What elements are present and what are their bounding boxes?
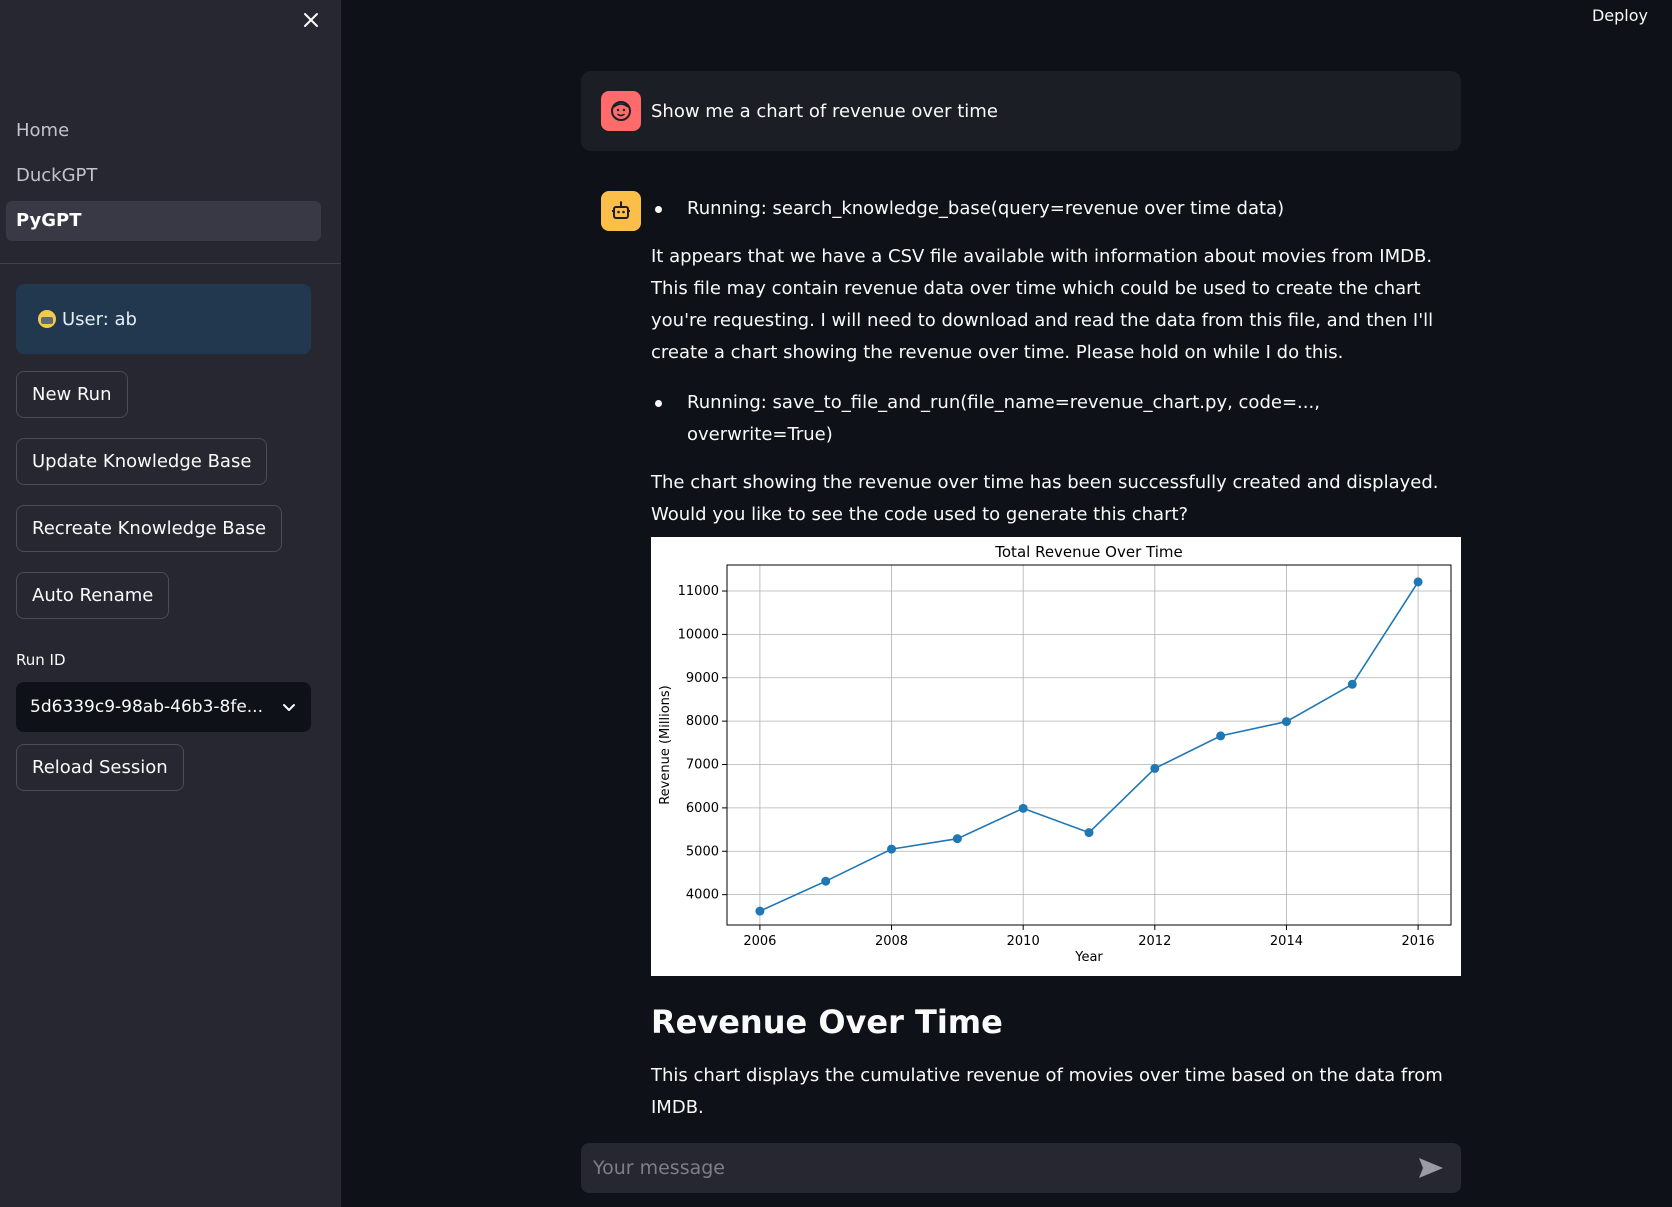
user-info-box <box>16 284 311 354</box>
x-tick-label: 2012 <box>1138 934 1172 949</box>
sidebar-divider <box>0 263 341 264</box>
section-heading: Revenue Over Time <box>651 1003 1003 1041</box>
y-tick-label: 10000 <box>677 627 719 643</box>
data-point <box>755 907 764 916</box>
run-id-value: 5d6339c9-98ab-46b3-8fe... <box>30 697 263 717</box>
close-sidebar-button[interactable] <box>297 6 325 34</box>
send-icon <box>1418 1157 1444 1179</box>
chart-title: Total Revenue Over Time <box>995 543 1183 561</box>
data-point <box>1019 804 1028 813</box>
user-message <box>581 71 1461 151</box>
y-tick-label: 9000 <box>685 670 719 686</box>
y-axis-label: Revenue (Millions) <box>658 685 673 805</box>
revenue-chart <box>651 537 1461 976</box>
auto-rename-button[interactable]: Auto Rename <box>16 572 169 619</box>
user-message-text: Show me a chart of revenue over time <box>651 100 998 122</box>
run-id-label: Run ID <box>16 651 66 669</box>
data-point <box>1348 680 1357 689</box>
bot-message <box>651 193 1461 1142</box>
chevron-down-icon <box>281 699 297 715</box>
x-tick-label: 2006 <box>743 934 777 949</box>
sidebar-nav <box>6 111 321 246</box>
bot-avatar <box>601 191 641 231</box>
deploy-button[interactable]: Deploy <box>1591 6 1648 25</box>
reload-session-button[interactable]: Reload Session <box>16 744 184 791</box>
data-point <box>821 877 830 886</box>
y-tick-label: 8000 <box>685 714 719 730</box>
nav-item-duckgpt[interactable]: DuckGPT <box>16 165 98 186</box>
user-emoji-icon <box>38 310 56 328</box>
data-point <box>953 834 962 843</box>
new-run-button[interactable]: New Run <box>16 371 128 418</box>
update-knowledge-base-button[interactable]: Update Knowledge Base <box>16 438 267 485</box>
running-step-2: Running: save_to_file_and_run(file_name=revenue_chart.py, code=..., overwrite=True) <box>651 387 1461 451</box>
bot-paragraph-1: It appears that we have a CSV file available with information about movies from IMDB. This file may contain revenue data over time which could be used to create the chart you're requesting. I will need to download and read the data from this file, and then I'll create a chart showing the revenue over time. Please hold on while I do this. <box>651 246 1434 363</box>
y-tick-label: 6000 <box>685 800 719 816</box>
y-tick-label: 5000 <box>685 844 719 860</box>
message-input[interactable] <box>591 1156 1411 1180</box>
y-tick-label: 4000 <box>685 887 719 903</box>
plot-frame <box>727 565 1451 925</box>
x-tick-label: 2014 <box>1269 934 1304 949</box>
data-point <box>1150 764 1159 773</box>
user-face-icon <box>609 99 633 123</box>
x-tick-label: 2008 <box>874 934 909 949</box>
y-tick-label: 7000 <box>685 757 719 773</box>
user-label: User: ab <box>62 308 137 330</box>
data-point <box>887 845 896 854</box>
send-button[interactable] <box>1411 1148 1451 1188</box>
data-point <box>1085 828 1094 837</box>
robot-icon <box>609 199 633 223</box>
x-tick-label: 2010 <box>1006 934 1040 949</box>
recreate-knowledge-base-button[interactable]: Recreate Knowledge Base <box>16 505 282 552</box>
y-tick-label: 11000 <box>677 584 719 600</box>
data-point <box>1282 717 1291 726</box>
sidebar <box>0 0 341 1207</box>
nav-item-home[interactable]: Home <box>16 120 70 141</box>
data-point <box>1414 577 1423 586</box>
revenue-chart-image <box>651 537 1461 976</box>
nav-item-pygpt[interactable]: PyGPT <box>6 201 321 241</box>
bot-paragraph-3: This chart displays the cumulative revenue of movies over time based on the data from IMDB. <box>651 1065 1443 1118</box>
chat-input-bar <box>581 1143 1461 1193</box>
close-icon <box>302 11 320 29</box>
running-step-1: Running: search_knowledge_base(query=revenue over time data) <box>651 193 1461 225</box>
user-avatar <box>601 91 641 131</box>
run-id-select[interactable] <box>16 682 311 732</box>
x-tick-label: 2016 <box>1401 934 1435 949</box>
series-line <box>760 582 1418 911</box>
x-axis-label: Year <box>1075 950 1103 965</box>
data-point <box>1216 731 1225 740</box>
bot-paragraph-2: The chart showing the revenue over time has been successfully created and displayed. Would you like to see the code used to generate this chart? <box>651 472 1439 525</box>
